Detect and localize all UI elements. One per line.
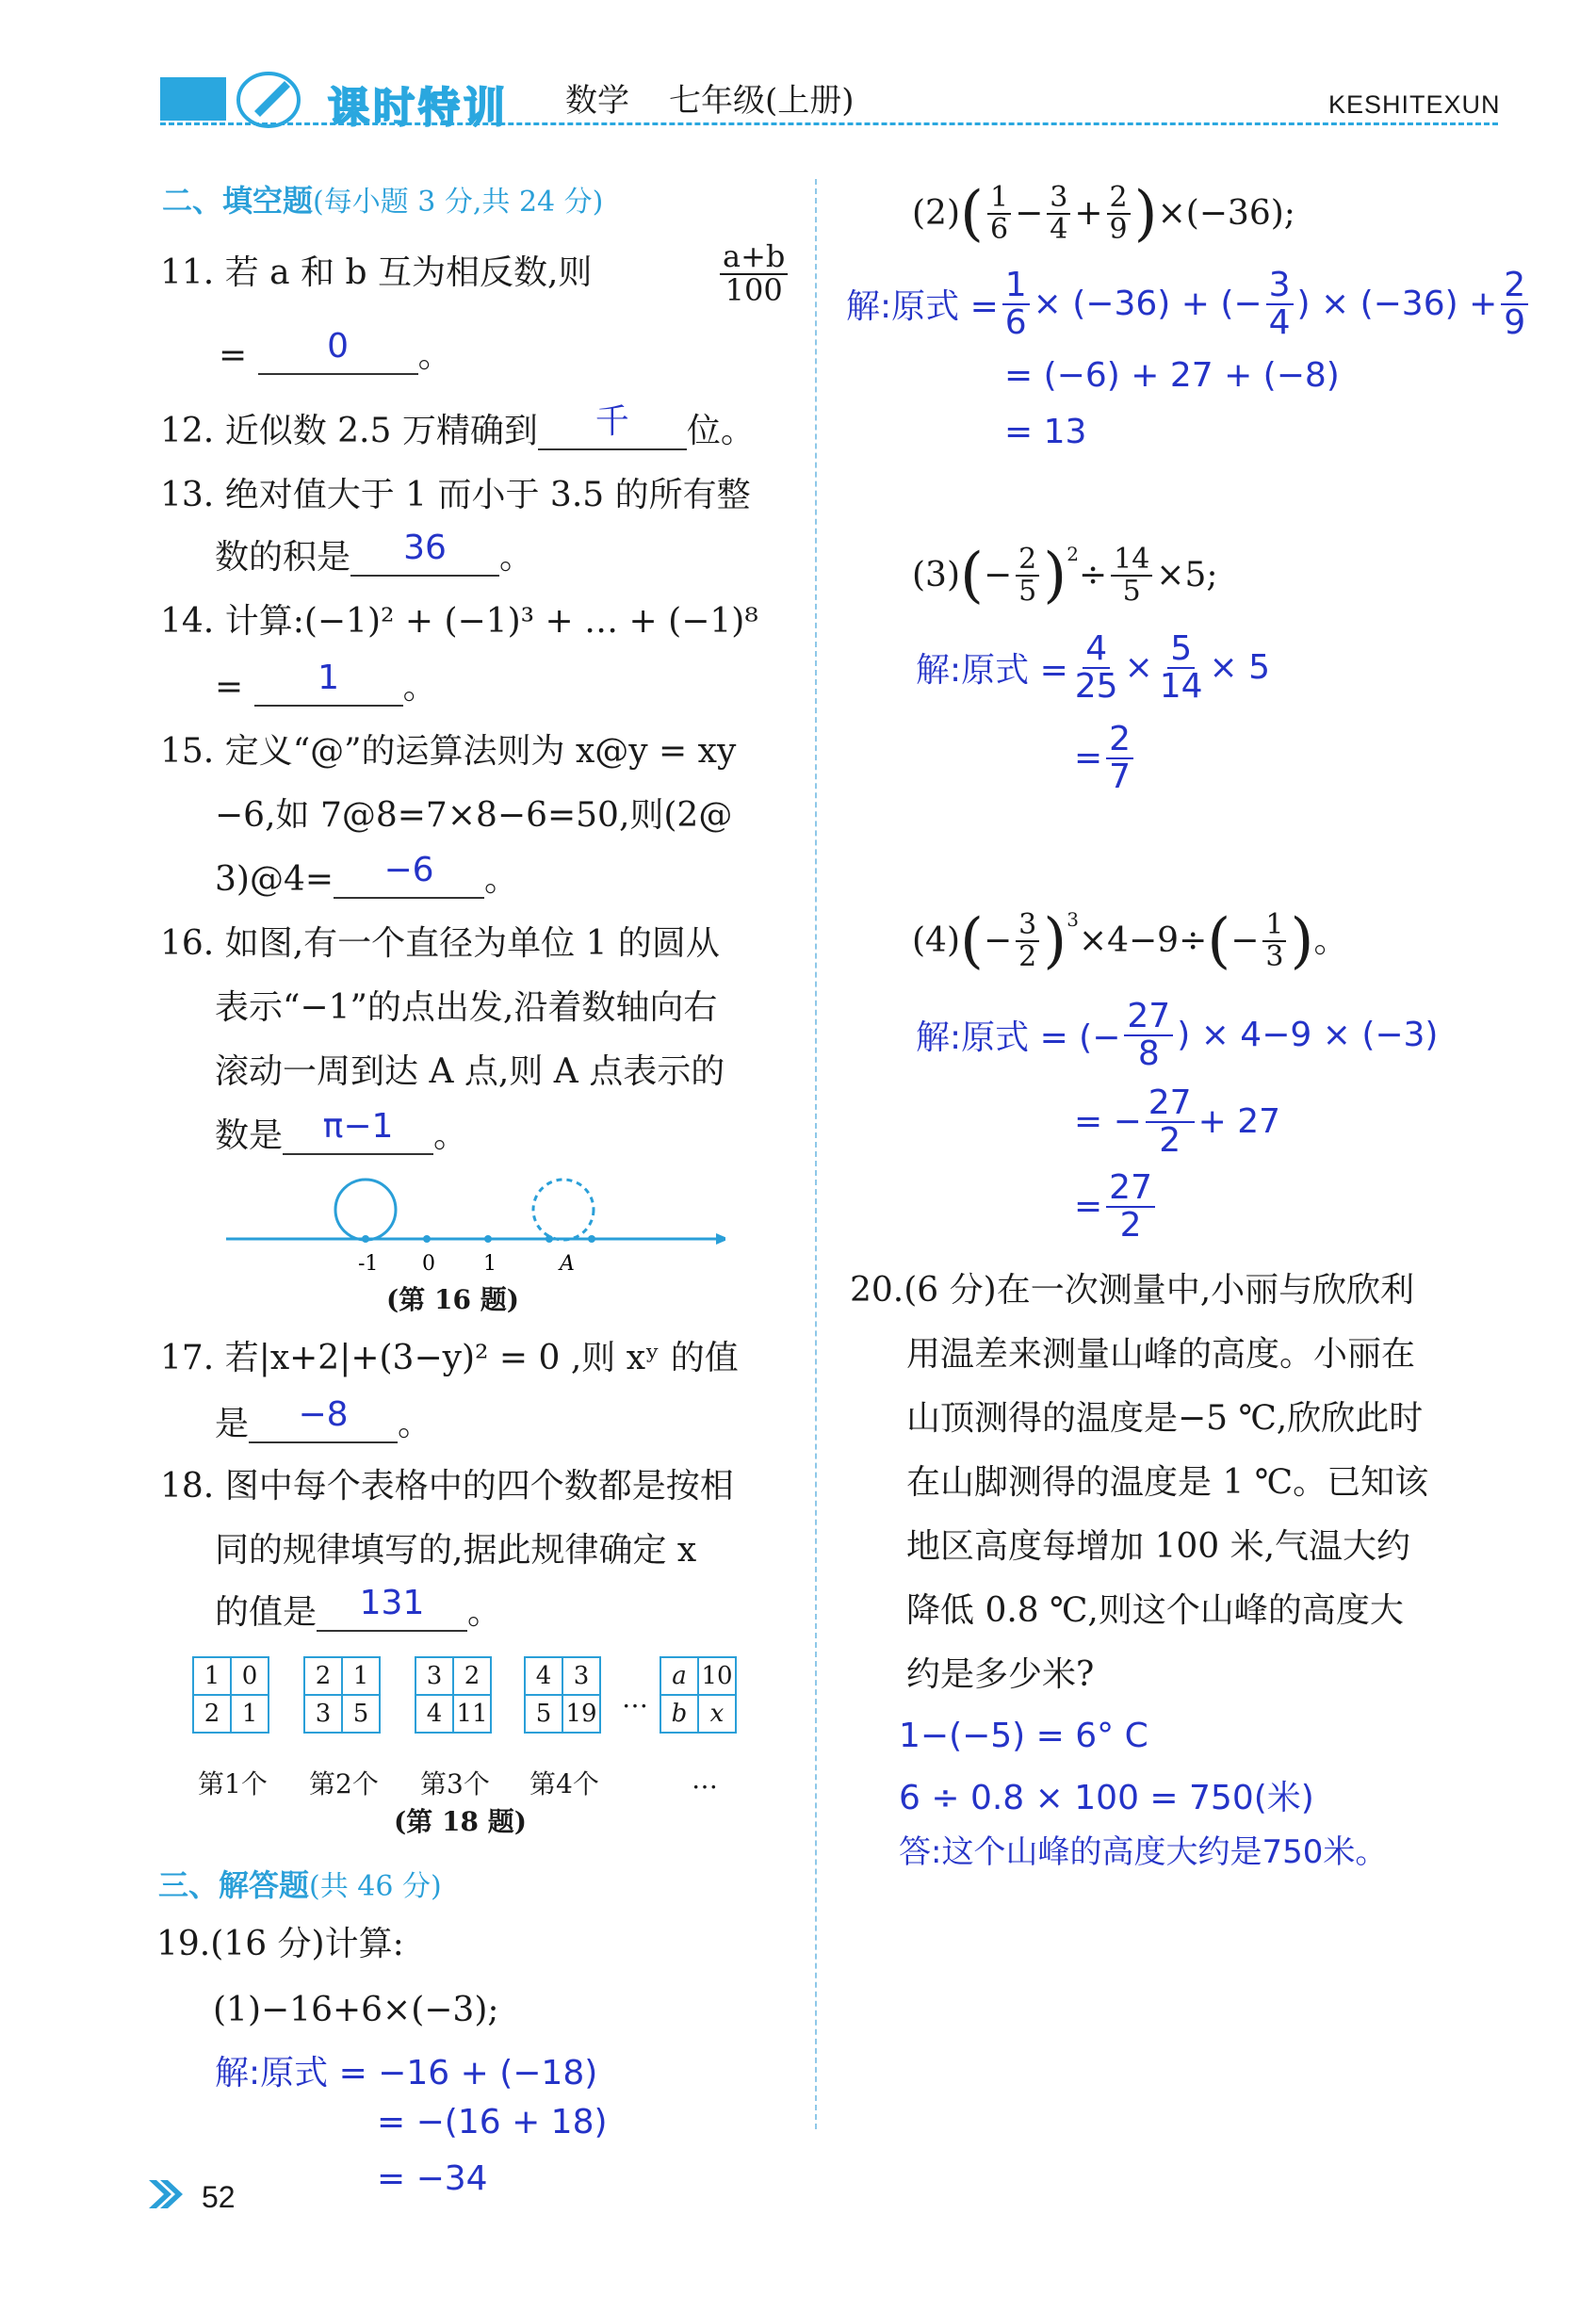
header-bar: [160, 66, 1501, 132]
header-color-block: [160, 77, 226, 121]
q16-line3: 滚动一周到达 A 点,则 A 点表示的: [215, 1052, 725, 1091]
page-number: 52: [202, 2180, 236, 2214]
q17-text: 是: [215, 1405, 250, 1443]
q11-denominator: 100: [725, 271, 783, 308]
grade: 七年级(上册): [669, 82, 855, 120]
q20-solution-2: 6 ÷ 0.8 × 100 = 750(米): [899, 1779, 1314, 1817]
q19-title: 19.(16 分)计算:: [156, 1925, 404, 1963]
q19-4-step1: 解:原式 = (− $\frac{27}{8}$ ) × 4−9 × (−3): [916, 997, 1439, 1073]
end-circle-dashed: [533, 1180, 594, 1240]
q14-answer: 1: [318, 659, 340, 697]
q16-line2: 表示“−1”的点出发,沿着数轴向右: [215, 988, 718, 1027]
q18-caption: (第 18 题): [394, 1806, 527, 1837]
series-title: 课时特训: [328, 84, 509, 132]
subject: 数学: [565, 82, 629, 120]
q18-answer: 131: [359, 1584, 425, 1622]
brand: KESHITEXUN: [1328, 90, 1501, 119]
q19-2-step1: 解:原式 = $\frac{1}{6}$ × (−36) + (− $\frac{3}{4}$ ) × (−36) + $\frac{2}{9}$: [846, 268, 1532, 341]
q16-caption: (第 16 题): [386, 1284, 519, 1315]
q18-grid-4: 4 3 5 19: [524, 1656, 601, 1734]
q19-2-step2: = (−6) + 27 + (−8): [1004, 356, 1340, 395]
q16-number-line-figure: [217, 1168, 725, 1281]
q19-4-problem: (4) ( − $\frac{3}{2}$ ) 3 ×4−9÷ ( − $\frac{1}{3}$ ) 。: [912, 905, 1348, 976]
tick-label-A: A: [560, 1252, 575, 1276]
q19-1-step1: 解:原式 = −16 + (−18): [215, 2054, 598, 2092]
q11-answer-line: = 0 。: [219, 327, 452, 375]
q18-line1: 18. 图中每个表格中的四个数都是按相: [160, 1467, 734, 1506]
q14-line2: = 1 。: [215, 659, 437, 707]
q18-label-5: …: [692, 1764, 718, 1795]
q18-grid-2: 2 1 3 5: [303, 1656, 381, 1734]
q13-answer: 36: [403, 529, 447, 567]
q19-4-step2: = − $\frac{27}{2}$ + 27: [1074, 1083, 1281, 1160]
tick-label-0: 0: [422, 1252, 435, 1276]
q19-3-problem: (3) ( − $\frac{2}{5}$ ) 2 ÷ $\frac{14}{5}$ ×5;: [912, 540, 1218, 611]
q14-line1: 14. 计算:(−1)² + (−1)³ + … + (−1)⁸: [160, 602, 758, 641]
section-3-title: [158, 1862, 442, 1905]
section-2-note: (每小题 3 分,共 24 分): [313, 186, 604, 219]
q17-answer: −8: [298, 1395, 349, 1434]
q20-line7: 约是多少米?: [906, 1655, 1095, 1694]
header-underline: [160, 122, 1498, 125]
q15-line3: 3)@4= −6 。: [215, 851, 519, 899]
q12: [160, 402, 755, 450]
tick-label-1: 1: [483, 1252, 497, 1276]
q11-text: 11. 若 a 和 b 互为相反数,则: [160, 253, 593, 292]
q12-pre: 12. 近似数 2.5 万精确到: [160, 412, 538, 450]
start-circle: [335, 1180, 396, 1240]
q18-grid-5: a 10 b x: [660, 1656, 737, 1734]
q19-4-step3: = $\frac{27}{2}$: [1074, 1170, 1159, 1244]
q18-text: 的值是: [215, 1593, 318, 1632]
q12-post: 位。: [686, 412, 755, 450]
q20-line6: 降低 0.8 ℃,则这个山峰的高度大: [906, 1591, 1404, 1630]
q16-answer: π−1: [322, 1107, 394, 1146]
tick-label-neg1: -1: [358, 1252, 379, 1276]
q20-line5: 地区高度每增加 100 米,气温大约: [906, 1527, 1411, 1566]
q20-solution-1: 1−(−5) = 6° C: [899, 1717, 1148, 1755]
q15-text: 3)@4=: [215, 860, 334, 899]
q19-1-problem: (1)−16+6×(−3);: [213, 1991, 499, 2029]
q11-fraction: [716, 238, 791, 308]
section-3-note: (共 46 分): [309, 1870, 442, 1903]
q19-3-step2: = $\frac{2}{7}$: [1074, 722, 1137, 795]
q18-label-2: 第2个: [309, 1768, 379, 1799]
q18-label-1: 第1个: [198, 1768, 268, 1799]
q17-line1: 17. 若|x+2|+(3−y)² = 0 ,则 xʸ 的值: [160, 1339, 739, 1377]
q11-eq: =: [219, 336, 248, 375]
q16-line4: 数是 π−1 。: [215, 1107, 468, 1155]
q15-line1: 15. 定义“@”的运算法则为 x@y = xy: [160, 732, 737, 771]
q18-line3: 的值是 131 。: [215, 1584, 502, 1632]
section-3-heading: 三、解答题: [158, 1867, 310, 1903]
q18-label-3: 第3个: [420, 1768, 490, 1799]
q20-answer: 答:这个山峰的高度大约是750米。: [899, 1833, 1388, 1871]
q18-label-4: 第4个: [529, 1768, 599, 1799]
q15-line2: −6,如 7@8=7×8−6=50,则(2@: [215, 796, 733, 835]
double-chevron-icon: [147, 2178, 185, 2210]
q13-text: 数的积是: [215, 538, 351, 577]
q16-text: 数是: [215, 1116, 284, 1155]
q20-line1: 20.(6 分)在一次测量中,小丽与欣欣利: [850, 1271, 1415, 1310]
q11-answer: 0: [327, 327, 350, 366]
q13-line2: 数的积是 36 。: [215, 529, 534, 577]
q18-ellipsis: …: [622, 1683, 648, 1714]
q19-2-problem: (2) ( $\frac{1}{6}$ − $\frac{3}{4}$ + $\frac{2}{9}$ ) ×(−36);: [912, 178, 1295, 249]
q12-answer: 千: [594, 402, 629, 441]
q18-grid-3: 3 2 4 11: [415, 1656, 492, 1734]
q15-answer: −6: [383, 851, 434, 889]
q19-2-step3: = 13: [1004, 413, 1087, 451]
q20-line4: 在山脚测得的温度是 1 ℃。已知该: [906, 1463, 1429, 1502]
column-divider: [815, 179, 817, 2129]
q20-line2: 用温差来测量山峰的高度。小丽在: [906, 1335, 1416, 1374]
q19-3-step1: 解:原式 = $\frac{4}{25}$ × $\frac{5}{14}$ × 5: [916, 629, 1271, 706]
q19-1-step2: = −(16 + 18): [377, 2103, 608, 2141]
axis-arrow-icon: [716, 1233, 725, 1245]
q18-grid-1: 1 0 2 1: [192, 1656, 269, 1734]
q16-line1: 16. 如图,有一个直径为单位 1 的圆从: [160, 924, 720, 963]
q11: [160, 253, 593, 292]
q19-1-step3: = −34: [377, 2159, 488, 2198]
q11-numerator: a+b: [720, 241, 788, 275]
q14-eq: =: [215, 668, 244, 707]
section-2-title: [162, 177, 603, 220]
section-2-heading: 二、填空题: [162, 183, 314, 219]
q13-line1: 13. 绝对值大于 1 而小于 3.5 的所有整: [160, 476, 751, 514]
q18-line2: 同的规律填写的,据此规律确定 x: [215, 1531, 697, 1570]
q20-line3: 山顶测得的温度是−5 ℃,欣欣此时: [906, 1399, 1424, 1438]
q17-line2: 是 −8 。: [215, 1395, 432, 1443]
